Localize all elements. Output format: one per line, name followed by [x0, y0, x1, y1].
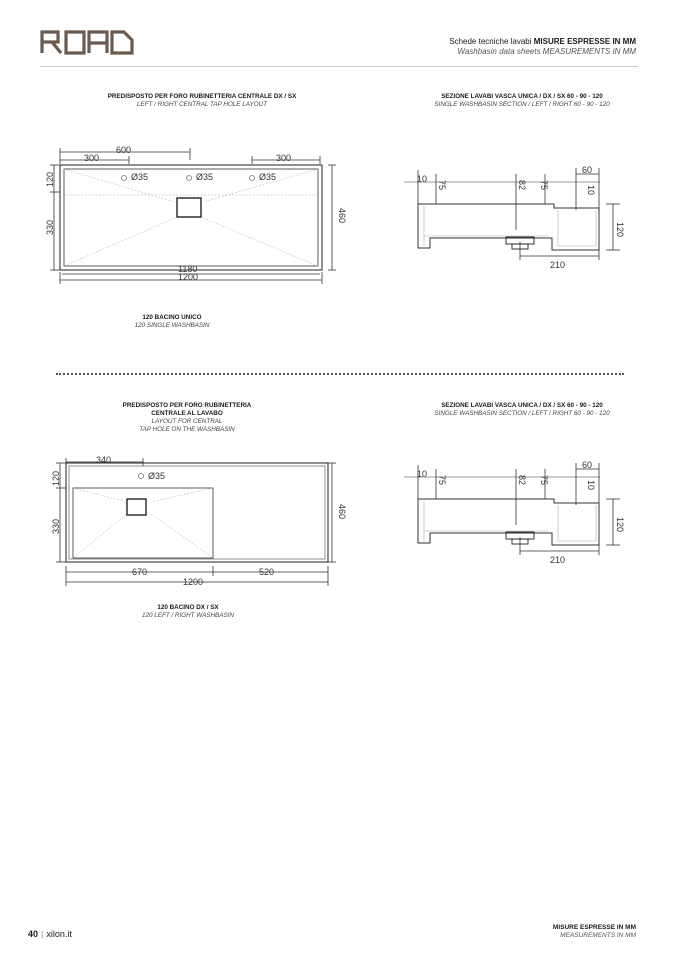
header-title-bold: MISURE ESPRESSE IN MM — [533, 37, 636, 46]
product1-caption: 120 BACINO UNICO 120 SINGLE WASHBASIN — [134, 314, 210, 329]
plan2-caption: PREDISPOSTO PER FORO RUBINETTERIA CENTRALE AL LAVABO LAYOUT FOR CENTRAL TAP HOLE ON THE WASHBASIN — [122, 402, 252, 433]
dim2-h460: 460 — [337, 504, 347, 520]
sec-dim-120: 120 — [615, 222, 625, 238]
sec2-dim-75b: 75 — [539, 475, 549, 486]
plan-drawing-1 — [40, 140, 350, 285]
dim2-h330: 330 — [51, 518, 61, 534]
hole-label: Ø35 — [148, 471, 166, 481]
header-divider — [40, 66, 638, 67]
page-footer-right: MISURE ESPRESSE IN MM MEASUREMENTS IN MM — [552, 924, 636, 939]
hole-label-3: Ø35 — [259, 172, 277, 182]
sec2-dim-82: 82 — [517, 475, 527, 486]
section2-caption: SEZIONE LAVABI VASCA UNICA / DX / SX 60 - 90 - 120 SINGLE WASHBASIN SECTION / LEFT / RIGHT 60 - 90 - 120 — [434, 402, 610, 417]
dim-520: 520 — [259, 567, 275, 577]
sec-dim-210: 210 — [550, 260, 566, 270]
section-divider — [56, 373, 624, 375]
sec-dim-75a: 75 — [437, 180, 447, 191]
product2-caption: 120 BACINO DX / SX 120 LEFT / RIGHT WASHBASIN — [142, 604, 234, 619]
site-link[interactable]: xilon.it — [46, 929, 72, 939]
page-header — [449, 37, 636, 57]
dim-h330: 330 — [45, 219, 55, 235]
sec-dim-75b: 75 — [539, 180, 549, 191]
dim-1200-b: 1200 — [183, 577, 204, 587]
section-view-1 — [400, 160, 640, 275]
hole-label-2: Ø35 — [196, 172, 214, 182]
sec2-dim-75a: 75 — [437, 475, 447, 486]
dim-h120: 120 — [45, 171, 55, 187]
sec-dim-10b: 10 — [586, 185, 596, 196]
brand-logo — [40, 30, 134, 55]
sec-dim-60: 60 — [582, 165, 593, 175]
dim-1180: 1180 — [178, 264, 198, 274]
section-view-2 — [400, 455, 640, 570]
page-number: 40 — [28, 929, 39, 939]
dim2-h120: 120 — [51, 470, 61, 486]
dim-670: 670 — [132, 567, 148, 577]
dim-300-right: 300 — [276, 153, 292, 163]
plan-drawing-2 — [40, 450, 350, 590]
plan1-caption: PREDISPOSTO PER FORO RUBINETTERIA CENTRALE DX / SX LEFT / RIGHT CENTRAL TAP HOLE LAYOUT — [107, 93, 297, 108]
sec2-dim-10b: 10 — [586, 480, 596, 491]
dim-h460: 460 — [337, 208, 347, 224]
header-title: Schede tecniche lavabi — [449, 37, 534, 46]
dim-340: 340 — [96, 455, 112, 465]
dim-300-left: 300 — [84, 153, 100, 163]
sec2-dim-10: 10 — [417, 469, 428, 479]
page-footer-left: 40 | xilon.it — [28, 929, 72, 939]
sec2-dim-120: 120 — [615, 517, 625, 533]
hole-label-1: Ø35 — [131, 172, 149, 182]
sec-dim-82: 82 — [517, 180, 527, 191]
dim-1200: 1200 — [178, 272, 199, 282]
header-subtitle: Washbasin data sheets MEASUREMENTS IN MM — [457, 47, 636, 56]
sec-dim-10: 10 — [417, 174, 428, 184]
sec2-dim-210: 210 — [550, 555, 566, 565]
dim-600: 600 — [116, 145, 132, 155]
section1-caption: SEZIONE LAVABI VASCA UNICA / DX / SX 60 - 90 - 120 SINGLE WASHBASIN SECTION / LEFT / RIGHT 60 - 90 - 120 — [434, 93, 610, 108]
sec2-dim-60: 60 — [582, 460, 593, 470]
